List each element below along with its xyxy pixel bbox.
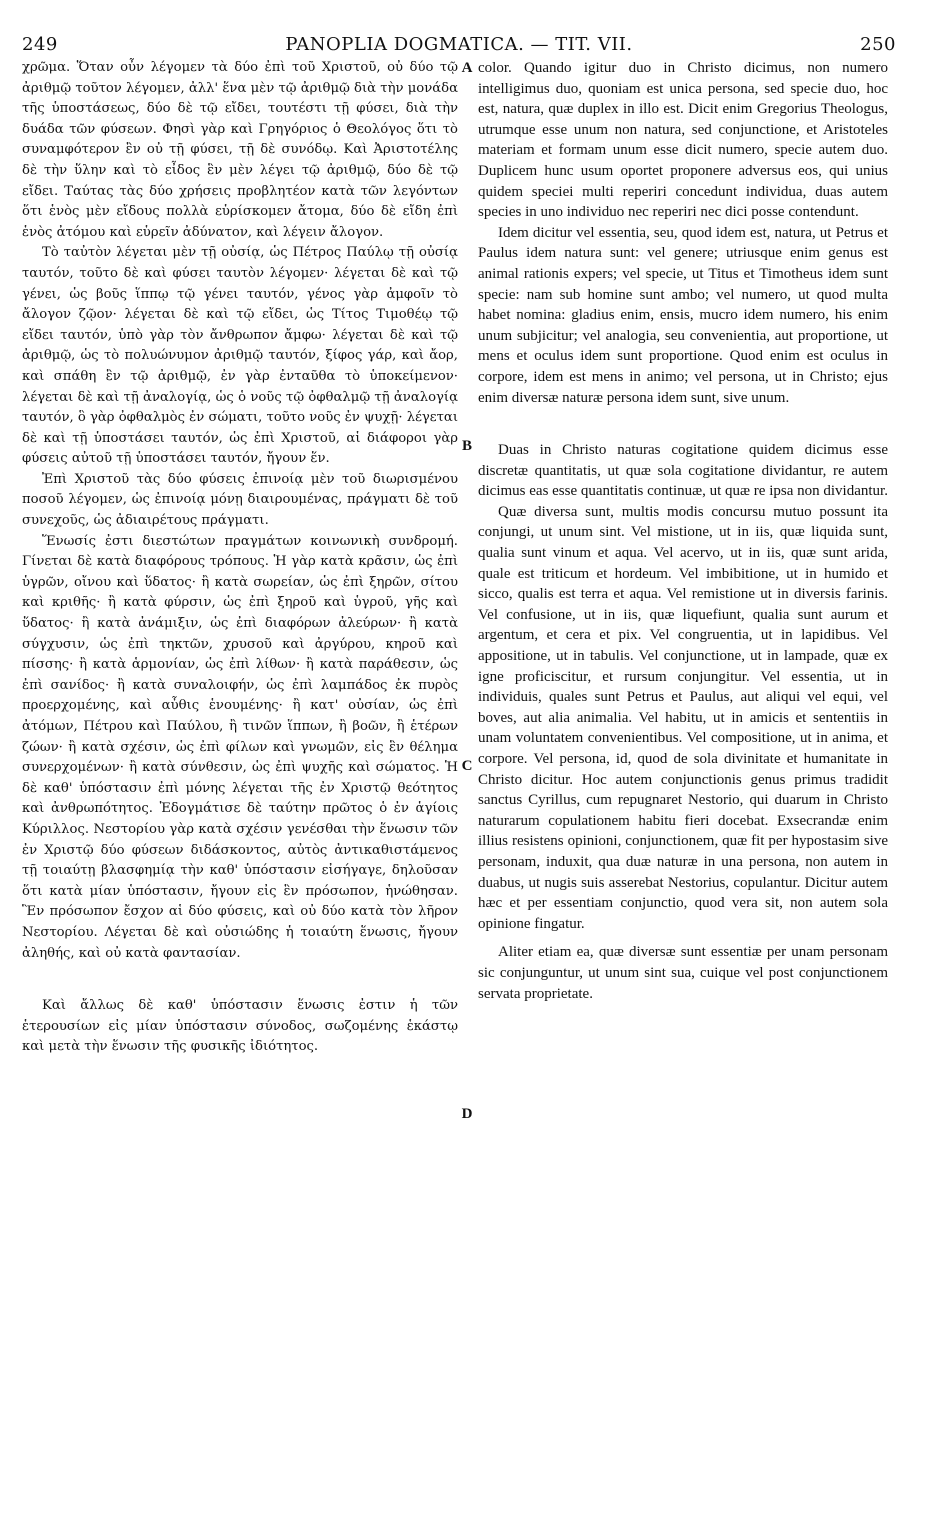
section-marker-d: D	[461, 1106, 473, 1122]
latin-paragraph-4: Quæ diversa sunt, multis modis concursu mutuo possunt ita conjungi, ut unum sint. Vel mistione, ut in iis, quæ liquida sunt, qualia sunt vinum et aqua. Vel acervo, ut in iis, quæ sunt arida, quale est triticum et hordeum. Vel imbibitione, ut in humido et sicco, qualis est terra et aqua. Vel remistione ut in diversis farinis. Vel confusione, ut in iis, quæ liquefiunt, qualia sunt aurum et argentum, et cera et pix. Vel congruentia, ut in lapidibus. Vel appositione, ut in tabulis. Vel conjunctione, ut in lampade, quæ ex igne proficiscitur, et rursum conjungitur. Vel essentia, ut in individuis, quales sunt Petrus et Paulus, aut aliqui vel equi, vel boves, aut alia animalia. Vel habitu, ut in amicis et sententiis in unam voluntatem convenientibus. Vel compositione, ut in anima, et corpore. Vel persona, id, quod de sola divinitate et humanitate in Christo dicitur. Hoc autem conjunctionis genus primus tradidit sanctus Cyrillus, cum repugnaret Nestorio, qui duarum in Christo naturarum copulationem habitu fieri docebat. Exsecrandæ enim illius resistens opinioni, conjunctionem, quæ fit per hypostasim sive personam, induxit, qua duæ naturæ in una persona, non autem in duabus, ut nugis suis asserebat Nestorius, copulantur. Dicitur autem hæc et per essentiam conjunctio, quod vera sit, non autem sola opinione fingatur.	[478, 503, 888, 932]
section-marker-c: C	[461, 758, 473, 774]
greek-column	[22, 58, 458, 1058]
latin-column	[478, 58, 888, 1004]
greek-paragraph-2: Τὸ ταὐτὸν λέγεται μὲν τῇ οὐσίᾳ, ὡς Πέτρος Παύλῳ τῇ οὐσίᾳ ταυτόν, τοῦτο δὲ καὶ φύσει ταυτὸν λέγομεν· λέγεται δὲ καὶ τῷ γένει, ὡς βοῦς ἵππῳ τῷ γένει ταυτόν, γένος γὰρ ἀμφοῖν τὸ ἄλογον ζῷον· λέγεται δὲ καὶ τῷ εἴδει, ὡς Τίτος Τιμοθέῳ τῷ εἴδει ταυτόν, ὑπὸ γὰρ τὸν ἄνθρωπον ἄμφω· λέγεται δὲ καὶ τῷ ἀριθμῷ, ὡς τὸ πολυώνυμον ἀριθμῷ ταυτόν, ξίφος γάρ, καὶ ἄορ, καὶ σπάθη ἓν τῷ ἀριθμῷ, ἐν γὰρ ἐνταῦθα τὸ ὑποκείμενον· λέγεται δὲ καὶ τῇ ἀναλογίᾳ, ὡς ὁ νοῦς τῷ ὀφθαλμῷ τῇ ἀναλογίᾳ ταυτόν, ὃ γὰρ ὀφθαλμὸς ἐν σώματι, τοῦτο νοῦς ἐν ψυχῇ· λέγεται δὲ καὶ τῇ ὑποστάσει ταυτόν, ὡς ἐπὶ Χριστοῦ, αἱ διάφοροι γὰρ φύσεις αὐτοῦ τῇ ὑποστάσει ταυτόν, ἤγουν ἕν.	[22, 245, 458, 467]
latin-paragraph-3: Duas in Christo naturas cogitatione quidem dicimus esse discretæ quantitatis, ut quæ sola cogitatione dividantur, re autem dicimus eas esse quantitatis continuæ, ut quæ re ipsa non dividantur.	[478, 442, 888, 500]
running-title: PANOPLIA DOGMATICA. — TIT. VII.	[285, 34, 633, 55]
greek-paragraph-4: Ἕνωσίς ἐστι διεστώτων πραγμάτων κοινωνικὴ συνδρομή. Γίνεται δὲ κατὰ διαφόρους τρόπους. Ἡ γὰρ κατὰ κρᾶσιν, ὡς ἐπὶ ὑγρῶν, οἴνου καὶ ὕδατος· ἢ κατὰ σωρείαν, ὡς ἐπὶ ξηρῶν, σίτου καὶ κριθῆς· ἢ κατὰ φύρσιν, ὡς ἐπὶ ξηροῦ καὶ ὑγροῦ, γῆς καὶ ὕδατος· ἢ κατὰ ἀνάμιξιν, ὡς ἐπὶ διαφόρων ἀλεύρων· ἢ κατὰ σύγχυσιν, ὡς ἐπὶ τηκτῶν, χρυσοῦ καὶ ἀργύρου, κηροῦ καὶ πίσσης· ἢ κατὰ ἁρμονίαν, ὡς ἐπὶ λίθων· ἢ κατὰ παράθεσιν, ὡς ἐπὶ σανίδος· ἢ κατὰ συναλοιφήν, ὡς ἐπὶ λαμπάδος ἐκ πυρὸς προερχομένης, καὶ αὖθις ἑνουμένης· ἢ κατ' οὐσίαν, ὡς ἐπὶ ἀτόμων, Πέτρου καὶ Παύλου, ἢ τινῶν ἵππων, ἢ βοῶν, ἢ ἑτέρων ζώων· ἢ κατὰ σχέσιν, ὡς ἐπὶ φίλων καὶ γνωμῶν, εἰς ἓν θέλημα συνερχομένων· ἢ κατὰ σύνθεσιν, ὡς ἐπὶ ψυχῆς καὶ σώματος. Ἡ δὲ καθ' ὑπόστασιν ἐπὶ μόνης λέγεται τῆς ἐν Χριστῷ θεότητος καὶ ἀνθρωπότητος. Ἐδογμάτισε δὲ ταύτην πρῶτος ὁ ἐν ἁγίοις Κύριλλος. Νεστορίου γὰρ κατὰ σχέσιν γενέσθαι τὴν ἕνωσιν τῶν ἐν Χριστῷ δύο φύσεων διδάσκοντος, αὐτὸς ἀντικαθιστάμενος τῇ τοιαύτῃ βλασφημίᾳ τὴν καθ' ὑπόστασιν εἰσήγαγε, δηλοῦσαν ὅτι κατὰ μίαν ὑπόστασιν, ἤγουν εἰς ἓν πρόσωπον, ἡνώθησαν. Ἓν πρόσωπον ἔσχον αἱ δύο φύσεις, καὶ οὐ δύο κατὰ τὸν λῆρον Νεστορίου. Λέγεται δὲ καὶ οὐσιώδης ἡ τοιαύτη ἕνωσις, ἤγουν ἀληθής, καὶ οὐ κατὰ φαντασίαν.	[22, 533, 458, 961]
page-header	[22, 34, 896, 60]
latin-paragraph-1: color. Quando igitur duo in Christo dicimus, non numero intelligimus duo, quoniam est unica persona, sed specie duo, hoc est, natura, quæ duplex in illo est. Dicit enim Gregorius Theologus, utrumque esse unum non natura, sed conjunctione, et Aristoteles materiam et formam unum esse dicit numero, specie autem duo. Duplicem hunc usum oportet proponere adversus eos, qui unius quidem speciei multi reperiri concedunt individua, duas autem species in uno individuo nec reperiri nec dici posse contendunt.	[478, 60, 888, 221]
section-marker-b: B	[461, 438, 472, 454]
greek-paragraph-3: Ἐπὶ Χριστοῦ τὰς δύο φύσεις ἐπινοίᾳ μὲν τοῦ διωρισμένου ποσοῦ λέγομεν, ὡς ἐπινοίᾳ μόνῃ διαιρουμένας, πράγματι δὲ τοῦ συνεχοῦς, ὡς ἀδιαιρέτους πράγματι.	[22, 471, 458, 529]
page-number-right: 250	[860, 34, 896, 55]
greek-paragraph-5: Καὶ ἄλλως δὲ καθ' ὑπόστασιν ἕνωσις ἐστιν ἡ τῶν ἑτερουσίων εἰς μίαν ὑπόστασιν σύνοδος, σωζομένης ἑκάστῳ καὶ μετὰ τὴν ἕνωσιν τῆς φυσικῆς ἰδιότητος.	[22, 998, 458, 1055]
section-marker-a: A	[461, 60, 473, 76]
greek-paragraph-1: χρῶμα. Ὅταν οὖν λέγομεν τὰ δύο ἐπὶ τοῦ Χριστοῦ, οὐ δύο τῷ ἀριθμῷ τοῦτον λέγομεν, ἀλλ' ἕνα μὲν τῷ ἀριθμῷ διὰ τὴν μονάδα τῆς ὑποστάσεως, δύο δὲ τῷ εἴδει, τουτέστι τῇ φύσει, διὰ τὴν δυάδα τῶν φύσεων. Φησὶ γὰρ καὶ Γρηγόριος ὁ Θεολόγος ὅτι τὸ συναμφότερον ἓν οὐ τῇ φύσει, τῇ δὲ συνόδῳ. Καὶ Ἀριστοτέλης δὲ τὴν ὕλην καὶ τὸ εἶδος ἓν μὲν λέγει τῷ ἀριθμῷ, δύο δὲ τῷ εἴδει. Ταύτας τὰς δύο χρήσεις προβλητέον κατὰ τῶν λεγόντων ὅτι ἑνὸς μὲν εἴδους πολλὰ εὑρίσκομεν ἄτομα, δύο δὲ εἴδη ἐπὶ ἑνὸς ἀτόμου καὶ εὑρεῖν ἀδύνατον, καὶ λέγειν ἄλογον.	[22, 60, 458, 240]
latin-paragraph-2: Idem dicitur vel essentia, seu, quod idem est, natura, ut Petrus et Paulus idem natura sunt: vel genere; utriusque enim genus est animal rationis expers; vel specie, ut Titus et Timotheus idem sunt specie: nam sub homine sunt ambo; vel numero, ut quod multa habet nomina: gladius enim, ensis, mucro idem numero, his enim unum subjicitur; vel analogia, seu convenientia, aut proportione, ut mens et oculus idem sunt proportione. Quod enim est oculus in corpore, idem est mens in animo; vel persona, ut in Christo; ejus enim diversæ naturæ persona idem sunt, sive unum.	[478, 224, 888, 406]
latin-paragraph-5: Aliter etiam ea, quæ diversæ sunt essentiæ per unam personam sic conjunguntur, ut unum sint sua, cuique vel post conjunctionem servata proprietate.	[478, 944, 888, 1002]
page-number-left: 249	[22, 34, 58, 55]
